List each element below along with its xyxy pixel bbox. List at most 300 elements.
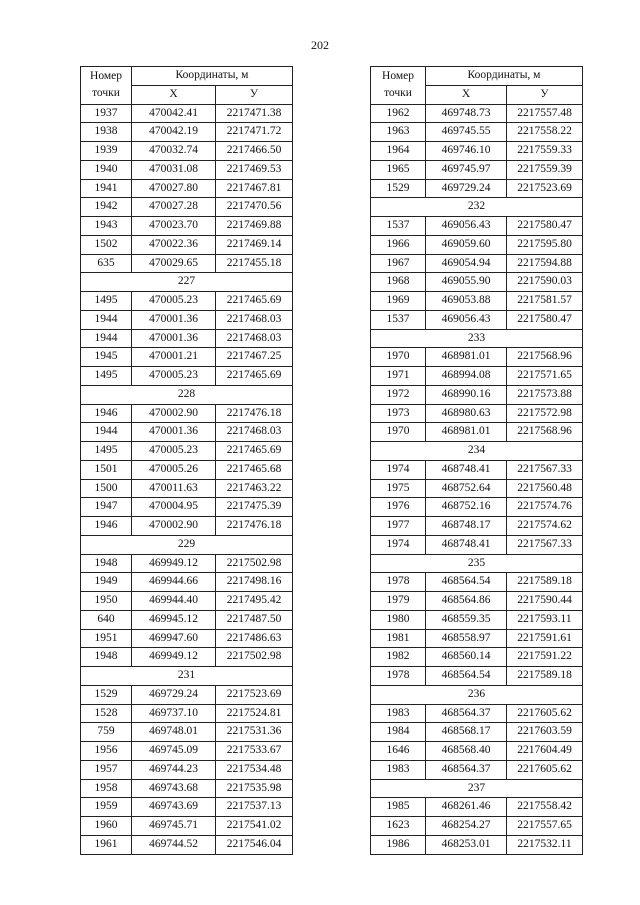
x-coordinate-cell: 469743.69 [132, 798, 216, 817]
x-coordinate-cell: 470002.90 [132, 517, 216, 536]
y-coordinate-cell: 2217469.53 [216, 160, 293, 179]
x-coordinate-cell: 468994.08 [426, 367, 507, 386]
x-coordinate-cell: 470022.36 [132, 235, 216, 254]
point-number-cell: 1946 [81, 517, 132, 536]
table-row [371, 535, 583, 554]
table-row [371, 760, 583, 779]
point-number-cell: 1495 [81, 367, 132, 386]
x-coordinate-cell: 469743.68 [132, 779, 216, 798]
y-coordinate-cell: 2217495.42 [216, 592, 293, 611]
table-row [81, 648, 293, 667]
y-coordinate-cell: 2217475.39 [216, 498, 293, 517]
point-number-cell: 1978 [371, 667, 426, 686]
section-row [371, 554, 583, 573]
x-coordinate-cell: 468568.40 [426, 742, 507, 761]
point-number-cell: 1528 [81, 704, 132, 723]
table-body-left [81, 104, 293, 854]
table-row [371, 423, 583, 442]
x-coordinate-cell: 468980.63 [426, 404, 507, 423]
point-number-cell: 1967 [371, 254, 426, 273]
section-row [81, 385, 293, 404]
point-number-cell: 1974 [371, 535, 426, 554]
x-coordinate-cell: 468748.17 [426, 517, 507, 536]
header-y: У [216, 85, 293, 104]
table-row [371, 123, 583, 142]
y-coordinate-cell: 2217523.69 [507, 179, 583, 198]
point-number-cell: 1944 [81, 310, 132, 329]
section-row [371, 329, 583, 348]
table-row [371, 217, 583, 236]
table-row [81, 254, 293, 273]
y-coordinate-cell: 2217581.57 [507, 292, 583, 311]
point-number-cell: 1970 [371, 348, 426, 367]
point-number-cell: 1979 [371, 592, 426, 611]
table-row [81, 760, 293, 779]
x-coordinate-cell: 469745.55 [426, 123, 507, 142]
y-coordinate-cell: 2217560.48 [507, 479, 583, 498]
x-coordinate-cell: 470002.90 [132, 404, 216, 423]
x-coordinate-cell: 469746.10 [426, 142, 507, 161]
table-row [371, 254, 583, 273]
table-row [371, 610, 583, 629]
table-row [371, 742, 583, 761]
x-coordinate-cell: 468253.01 [426, 835, 507, 854]
table-row [371, 629, 583, 648]
table-row [371, 817, 583, 836]
x-coordinate-cell: 470042.19 [132, 123, 216, 142]
point-number-cell: 1948 [81, 554, 132, 573]
y-coordinate-cell: 2217470.56 [216, 198, 293, 217]
x-coordinate-cell: 468568.17 [426, 723, 507, 742]
table-body-right [371, 104, 583, 854]
point-number-cell: 1939 [81, 142, 132, 161]
point-number-cell: 1976 [371, 498, 426, 517]
x-coordinate-cell: 468254.27 [426, 817, 507, 836]
coordinates-table-left [80, 66, 293, 855]
x-coordinate-cell: 469056.43 [426, 217, 507, 236]
point-number-cell: 1957 [81, 760, 132, 779]
x-coordinate-cell: 470027.80 [132, 179, 216, 198]
y-coordinate-cell: 2217568.96 [507, 348, 583, 367]
x-coordinate-cell: 468752.16 [426, 498, 507, 517]
x-coordinate-cell: 470023.70 [132, 217, 216, 236]
point-number-cell: 1956 [81, 742, 132, 761]
table-row [81, 104, 293, 123]
x-coordinate-cell: 469947.60 [132, 629, 216, 648]
x-coordinate-cell: 469944.66 [132, 573, 216, 592]
table-row [371, 235, 583, 254]
x-coordinate-cell: 470005.23 [132, 292, 216, 311]
table-row [371, 704, 583, 723]
y-coordinate-cell: 2217595.80 [507, 235, 583, 254]
section-number: 228 [81, 385, 293, 404]
table-row [81, 498, 293, 517]
y-coordinate-cell: 2217465.69 [216, 442, 293, 461]
header-point-number [81, 67, 132, 105]
x-coordinate-cell: 470004.95 [132, 498, 216, 517]
y-coordinate-cell: 2217546.04 [216, 835, 293, 854]
y-coordinate-cell: 2217498.16 [216, 573, 293, 592]
table-row [81, 779, 293, 798]
point-number-cell: 1958 [81, 779, 132, 798]
x-coordinate-cell: 469059.60 [426, 235, 507, 254]
point-number-cell: 1945 [81, 348, 132, 367]
table-row [81, 142, 293, 161]
table-row [371, 404, 583, 423]
x-coordinate-cell: 469744.52 [132, 835, 216, 854]
x-coordinate-cell: 468564.86 [426, 592, 507, 611]
point-number-cell: 1947 [81, 498, 132, 517]
table-row [371, 160, 583, 179]
point-number-cell: 1983 [371, 704, 426, 723]
header-x: X [426, 85, 507, 104]
table-row [371, 142, 583, 161]
table-row [81, 217, 293, 236]
page-number: 202 [311, 38, 329, 52]
table-row [81, 723, 293, 742]
y-coordinate-cell: 2217531.36 [216, 723, 293, 742]
x-coordinate-cell: 468748.41 [426, 460, 507, 479]
section-number: 231 [81, 667, 293, 686]
point-number-cell: 1968 [371, 273, 426, 292]
y-coordinate-cell: 2217567.33 [507, 535, 583, 554]
x-coordinate-cell: 469056.43 [426, 310, 507, 329]
table-row [81, 742, 293, 761]
point-number-cell: 1983 [371, 760, 426, 779]
section-number: 236 [371, 685, 583, 704]
section-row [371, 442, 583, 461]
x-coordinate-cell: 468748.41 [426, 535, 507, 554]
y-coordinate-cell: 2217469.14 [216, 235, 293, 254]
y-coordinate-cell: 2217580.47 [507, 217, 583, 236]
point-number-cell: 1963 [371, 123, 426, 142]
x-coordinate-cell: 470005.23 [132, 442, 216, 461]
section-row [371, 198, 583, 217]
header-point-number-line1: Номер [382, 69, 414, 82]
point-number-cell: 1944 [81, 423, 132, 442]
y-coordinate-cell: 2217574.76 [507, 498, 583, 517]
table-row [81, 198, 293, 217]
table-row [81, 160, 293, 179]
point-number-cell: 1529 [371, 179, 426, 198]
x-coordinate-cell: 469745.97 [426, 160, 507, 179]
y-coordinate-cell: 2217524.81 [216, 704, 293, 723]
section-row [81, 535, 293, 554]
table-row [371, 479, 583, 498]
header-coordinates: Координаты, м [132, 67, 293, 86]
table-row [371, 517, 583, 536]
y-coordinate-cell: 2217465.68 [216, 460, 293, 479]
x-coordinate-cell: 468558.97 [426, 629, 507, 648]
x-coordinate-cell: 470031.08 [132, 160, 216, 179]
y-coordinate-cell: 2217502.98 [216, 648, 293, 667]
point-number-cell: 1980 [371, 610, 426, 629]
y-coordinate-cell: 2217476.18 [216, 517, 293, 536]
point-number-cell: 1975 [371, 479, 426, 498]
x-coordinate-cell: 469949.12 [132, 648, 216, 667]
point-number-cell: 1982 [371, 648, 426, 667]
x-coordinate-cell: 470001.36 [132, 329, 216, 348]
point-number-cell: 1537 [371, 310, 426, 329]
point-number-cell: 1501 [81, 460, 132, 479]
point-number-cell: 759 [81, 723, 132, 742]
x-coordinate-cell: 470001.21 [132, 348, 216, 367]
y-coordinate-cell: 2217467.25 [216, 348, 293, 367]
y-coordinate-cell: 2217573.88 [507, 385, 583, 404]
point-number-cell: 1977 [371, 517, 426, 536]
section-row [371, 779, 583, 798]
point-number-cell: 1969 [371, 292, 426, 311]
y-coordinate-cell: 2217591.61 [507, 629, 583, 648]
y-coordinate-cell: 2217463.22 [216, 479, 293, 498]
point-number-cell: 1948 [81, 648, 132, 667]
section-number: 233 [371, 329, 583, 348]
y-coordinate-cell: 2217476.18 [216, 404, 293, 423]
table-row [81, 292, 293, 311]
point-number-cell: 1966 [371, 235, 426, 254]
point-number-cell: 1941 [81, 179, 132, 198]
y-coordinate-cell: 2217571.65 [507, 367, 583, 386]
section-row [371, 685, 583, 704]
x-coordinate-cell: 470005.23 [132, 367, 216, 386]
table-row [81, 348, 293, 367]
x-coordinate-cell: 468560.14 [426, 648, 507, 667]
y-coordinate-cell: 2217589.18 [507, 573, 583, 592]
y-coordinate-cell: 2217557.48 [507, 104, 583, 123]
point-number-cell: 1960 [81, 817, 132, 836]
table-row [81, 817, 293, 836]
point-number-cell: 1972 [371, 385, 426, 404]
table-row [81, 235, 293, 254]
section-row [81, 667, 293, 686]
table-row [81, 573, 293, 592]
y-coordinate-cell: 2217465.69 [216, 367, 293, 386]
table-row [371, 104, 583, 123]
table-row [81, 479, 293, 498]
x-coordinate-cell: 468564.37 [426, 760, 507, 779]
x-coordinate-cell: 468981.01 [426, 348, 507, 367]
y-coordinate-cell: 2217572.98 [507, 404, 583, 423]
point-number-cell: 1646 [371, 742, 426, 761]
point-number-cell: 1970 [371, 423, 426, 442]
table-row [371, 179, 583, 198]
table-row [371, 723, 583, 742]
table-row [371, 348, 583, 367]
x-coordinate-cell: 470001.36 [132, 310, 216, 329]
y-coordinate-cell: 2217605.62 [507, 704, 583, 723]
point-number-cell: 1985 [371, 798, 426, 817]
y-coordinate-cell: 2217559.39 [507, 160, 583, 179]
y-coordinate-cell: 2217533.67 [216, 742, 293, 761]
point-number-cell: 1502 [81, 235, 132, 254]
y-coordinate-cell: 2217589.18 [507, 667, 583, 686]
x-coordinate-cell: 469745.09 [132, 742, 216, 761]
y-coordinate-cell: 2217593.11 [507, 610, 583, 629]
y-coordinate-cell: 2217557.65 [507, 817, 583, 836]
table-row [371, 310, 583, 329]
y-coordinate-cell: 2217535.98 [216, 779, 293, 798]
y-coordinate-cell: 2217466.50 [216, 142, 293, 161]
x-coordinate-cell: 468564.54 [426, 667, 507, 686]
table-row [81, 704, 293, 723]
y-coordinate-cell: 2217486.63 [216, 629, 293, 648]
point-number-cell: 1529 [81, 685, 132, 704]
x-coordinate-cell: 469737.10 [132, 704, 216, 723]
x-coordinate-cell: 469729.24 [132, 685, 216, 704]
y-coordinate-cell: 2217559.33 [507, 142, 583, 161]
table-row [371, 592, 583, 611]
section-number: 229 [81, 535, 293, 554]
table-row [371, 498, 583, 517]
section-number: 232 [371, 198, 583, 217]
x-coordinate-cell: 468990.16 [426, 385, 507, 404]
header-point-number-line1: Номер [90, 69, 122, 82]
point-number-cell: 1962 [371, 104, 426, 123]
y-coordinate-cell: 2217594.88 [507, 254, 583, 273]
y-coordinate-cell: 2217591.22 [507, 648, 583, 667]
table-row [81, 835, 293, 854]
table-row [81, 517, 293, 536]
y-coordinate-cell: 2217523.69 [216, 685, 293, 704]
header-y: У [507, 85, 583, 104]
x-coordinate-cell: 469744.23 [132, 760, 216, 779]
y-coordinate-cell: 2217471.38 [216, 104, 293, 123]
y-coordinate-cell: 2217604.49 [507, 742, 583, 761]
y-coordinate-cell: 2217465.69 [216, 292, 293, 311]
point-number-cell: 1978 [371, 573, 426, 592]
header-point-number-line2: точки [384, 87, 412, 100]
table-row [81, 442, 293, 461]
x-coordinate-cell: 469748.01 [132, 723, 216, 742]
table-row [81, 554, 293, 573]
point-number-cell: 1959 [81, 798, 132, 817]
point-number-cell: 1943 [81, 217, 132, 236]
x-coordinate-cell: 470005.26 [132, 460, 216, 479]
x-coordinate-cell: 468559.35 [426, 610, 507, 629]
point-number-cell: 1500 [81, 479, 132, 498]
table-row [81, 367, 293, 386]
table-row [81, 685, 293, 704]
point-number-cell: 1949 [81, 573, 132, 592]
coordinates-table-right [370, 66, 583, 855]
x-coordinate-cell: 468564.54 [426, 573, 507, 592]
point-number-cell: 1495 [81, 292, 132, 311]
point-number-cell: 1950 [81, 592, 132, 611]
table-row [371, 573, 583, 592]
point-number-cell: 1981 [371, 629, 426, 648]
table-row [81, 629, 293, 648]
table-row [81, 404, 293, 423]
point-number-cell: 1961 [81, 835, 132, 854]
x-coordinate-cell: 469748.73 [426, 104, 507, 123]
x-coordinate-cell: 469944.40 [132, 592, 216, 611]
table-row [81, 179, 293, 198]
section-row [81, 273, 293, 292]
y-coordinate-cell: 2217541.02 [216, 817, 293, 836]
table-row [81, 310, 293, 329]
y-coordinate-cell: 2217605.62 [507, 760, 583, 779]
x-coordinate-cell: 470011.63 [132, 479, 216, 498]
y-coordinate-cell: 2217468.03 [216, 329, 293, 348]
header-x: X [132, 85, 216, 104]
point-number-cell: 1946 [81, 404, 132, 423]
table-row [81, 423, 293, 442]
section-number: 227 [81, 273, 293, 292]
point-number-cell: 635 [81, 254, 132, 273]
y-coordinate-cell: 2217468.03 [216, 423, 293, 442]
x-coordinate-cell: 469054.94 [426, 254, 507, 273]
y-coordinate-cell: 2217567.33 [507, 460, 583, 479]
point-number-cell: 1973 [371, 404, 426, 423]
y-coordinate-cell: 2217467.81 [216, 179, 293, 198]
point-number-cell: 1537 [371, 217, 426, 236]
section-number: 237 [371, 779, 583, 798]
point-number-cell: 1942 [81, 198, 132, 217]
table-row [81, 610, 293, 629]
x-coordinate-cell: 470001.36 [132, 423, 216, 442]
y-coordinate-cell: 2217468.03 [216, 310, 293, 329]
y-coordinate-cell: 2217590.44 [507, 592, 583, 611]
x-coordinate-cell: 470042.41 [132, 104, 216, 123]
y-coordinate-cell: 2217568.96 [507, 423, 583, 442]
x-coordinate-cell: 468981.01 [426, 423, 507, 442]
point-number-cell: 1940 [81, 160, 132, 179]
point-number-cell: 1623 [371, 817, 426, 836]
y-coordinate-cell: 2217455.18 [216, 254, 293, 273]
y-coordinate-cell: 2217537.13 [216, 798, 293, 817]
header-point-number [371, 67, 426, 105]
y-coordinate-cell: 2217580.47 [507, 310, 583, 329]
section-number: 234 [371, 442, 583, 461]
point-number-cell: 1964 [371, 142, 426, 161]
table-row [81, 592, 293, 611]
section-number: 235 [371, 554, 583, 573]
point-number-cell: 1937 [81, 104, 132, 123]
x-coordinate-cell: 468261.46 [426, 798, 507, 817]
y-coordinate-cell: 2217603.59 [507, 723, 583, 742]
table-row [81, 329, 293, 348]
point-number-cell: 1971 [371, 367, 426, 386]
table-row [371, 648, 583, 667]
table-row [81, 798, 293, 817]
table-row [371, 367, 583, 386]
table-row [371, 667, 583, 686]
x-coordinate-cell: 469055.90 [426, 273, 507, 292]
x-coordinate-cell: 469729.24 [426, 179, 507, 198]
x-coordinate-cell: 470027.28 [132, 198, 216, 217]
x-coordinate-cell: 469945.12 [132, 610, 216, 629]
point-number-cell: 1984 [371, 723, 426, 742]
y-coordinate-cell: 2217558.22 [507, 123, 583, 142]
table-row [371, 460, 583, 479]
point-number-cell: 1965 [371, 160, 426, 179]
table-row [81, 123, 293, 142]
y-coordinate-cell: 2217590.03 [507, 273, 583, 292]
x-coordinate-cell: 470029.65 [132, 254, 216, 273]
y-coordinate-cell: 2217469.88 [216, 217, 293, 236]
point-number-cell: 1986 [371, 835, 426, 854]
y-coordinate-cell: 2217574.62 [507, 517, 583, 536]
header-point-number-line2: точки [92, 87, 120, 100]
table-row [371, 835, 583, 854]
x-coordinate-cell: 469745.71 [132, 817, 216, 836]
y-coordinate-cell: 2217558.42 [507, 798, 583, 817]
y-coordinate-cell: 2217532.11 [507, 835, 583, 854]
table-row [371, 385, 583, 404]
point-number-cell: 1938 [81, 123, 132, 142]
table-row [371, 798, 583, 817]
y-coordinate-cell: 2217487.50 [216, 610, 293, 629]
